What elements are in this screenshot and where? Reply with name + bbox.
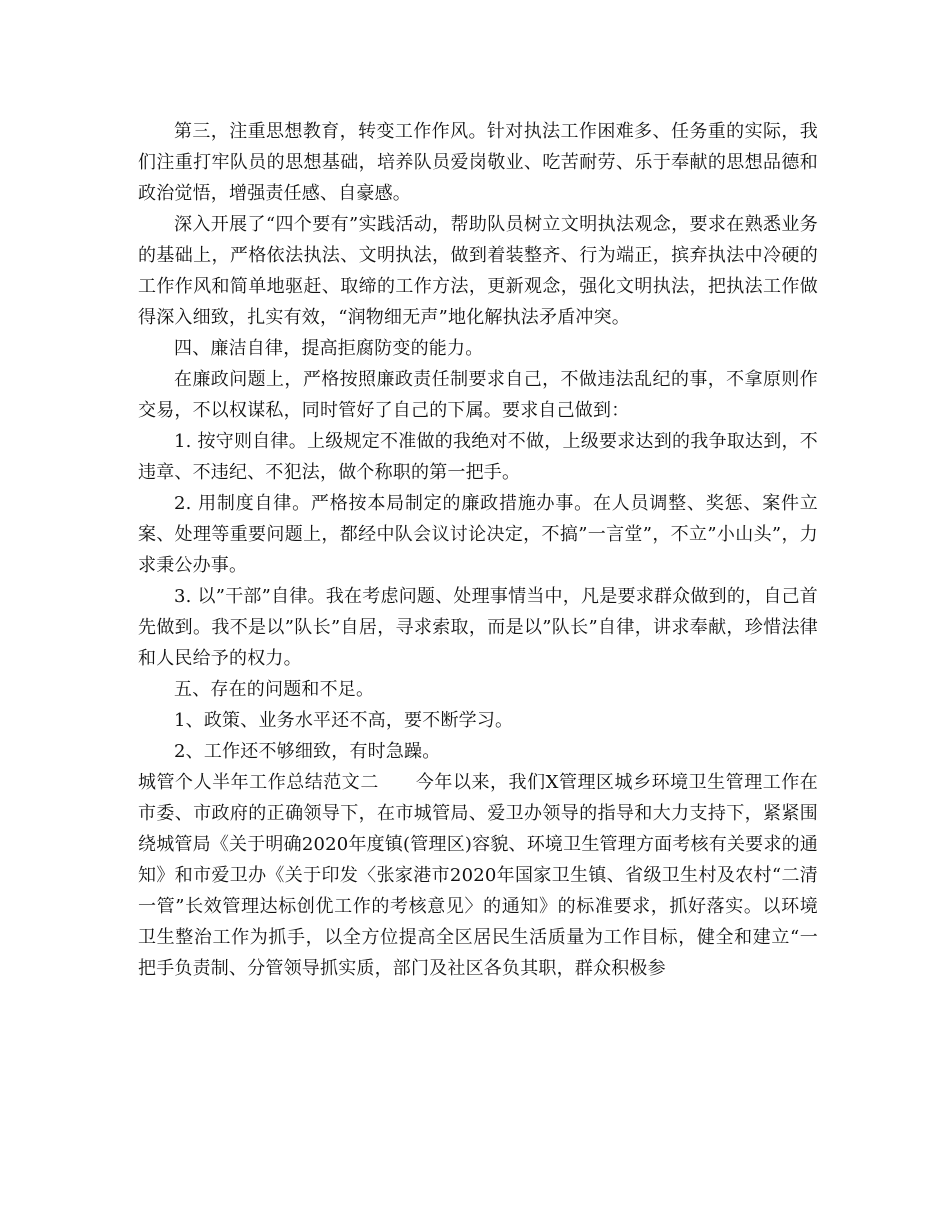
list-item: 2、工作还不够细致，有时急躁。 [174,741,441,762]
list-item: 3. 以”干部”自律。我在考虑问题、处理事情当中，凡是要求群众做到的，自己首先做到。我不是以”队长”自居，寻求索取，而是以”队长”自律，讲求奉献，珍惜法律和人民给予的权力。 [138,586,818,669]
list-item: 1、政策、业务水平还不高，要不断学习。 [174,710,514,731]
document-body [138,116,818,984]
paragraph: 深入开展了“四个要有”实践活动，帮助队员树立文明执法观念，要求在熟悉业务的基础上，严格依法执法、文明执法，做到着装整齐、行为端正，摈弃执法中冷硬的工作作风和简单地驱赶、取缔的工作方法，更新观念，强化文明执法，把执法工作做得深入细致，扎实有效，“润物细无声”地化解执法矛盾冲突。 [138,214,818,328]
section-heading: 五、存在的问题和不足。 [174,679,375,700]
paragraph: 第三，注重思想教育，转变工作作风。针对执法工作困难多、任务重的实际，我们注重打牢队员的思想基础，培养队员爱岗敬业、吃苦耐劳、乐于奉献的思想品德和政治觉悟，增强责任感、自豪感。 [138,121,818,204]
paragraph: 在廉政问题上，严格按照廉政责任制要求自己，不做违法乱纪的事，不拿原则作交易，不以权谋私，同时管好了自己的下属。要求自己做到： [138,369,818,421]
section-heading: 四、廉洁自律，提高拒腐防变的能力。 [174,338,484,359]
paragraph: 城管个人半年工作总结范文二 今年以来，我们X管理区城乡环境卫生管理工作在市委、市政府的正确领导下，在市城管局、爱卫办领导的指导和大力支持下，紧紧围绕城管局《关于明确2020年度镇(管理区)容貌、环境卫生管理方面考核有关要求的通知》和市爱卫办《关于印发〈张家港市2020年国家卫生镇、省级卫生村及农村“二清一管”长效管理达标创优工作的考核意见〉的通知》的标准要求，抓好落实。以环境卫生整治工作为抓手，以全方位提高全区居民生活质量为工作目标，健全和建立“一把手负责制、分管领导抓实质，部门及社区各负其职，群众积极参 [138,772,818,979]
list-item: 2. 用制度自律。严格按本局制定的廉政措施办事。在人员调整、奖惩、案件立案、处理等重要问题上，都经中队会议讨论决定，不搞”一言堂”，不立”小山头”，力求秉公办事。 [138,493,818,576]
list-item: 1. 按守则自律。上级规定不准做的我绝对不做，上级要求达到的我争取达到，不违章、不违纪、不犯法，做个称职的第一把手。 [138,431,818,483]
